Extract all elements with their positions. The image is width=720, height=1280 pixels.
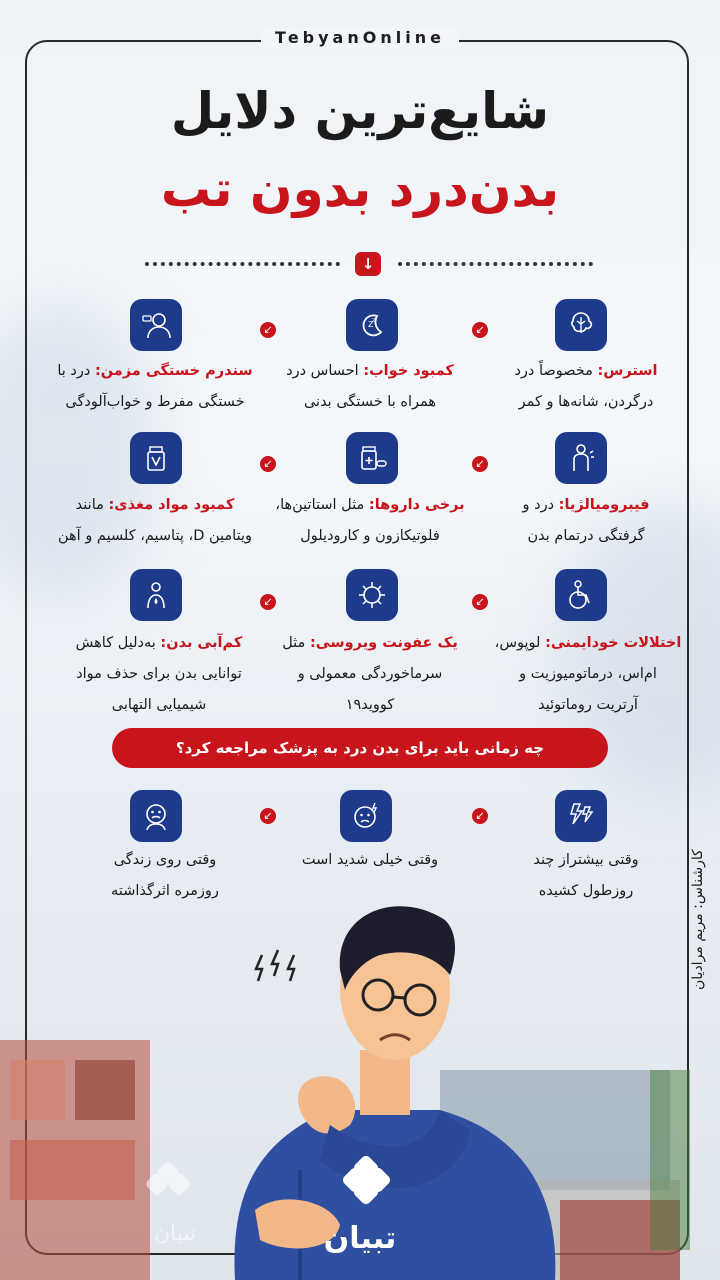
sad-face-icon	[130, 790, 182, 842]
wheelchair-icon	[555, 569, 607, 621]
divider-right	[398, 262, 593, 266]
virus-icon	[346, 569, 398, 621]
headache-face-icon	[340, 790, 392, 842]
doctor-question-banner: چه زمانی باید برای بدن درد به پزشک مراجعه کرد؟	[112, 728, 608, 768]
cause-nutrient-deficiency: کمبود مواد مغذی: مانند ویتامین D، پتاسیم، کلسیم و آهن	[58, 497, 252, 544]
arrow-icon: ↙	[472, 456, 488, 472]
arrow-icon: ↙	[260, 808, 276, 824]
arrow-icon: ↙	[472, 808, 488, 824]
svg-text:Z: Z	[368, 320, 374, 329]
tebyan-watermark-text: تبیان	[153, 1221, 197, 1246]
man-in-pain-illustration	[0, 880, 720, 1280]
dehydration-person-icon	[130, 569, 182, 621]
cause-viral-infection: یک عفونت ویروسی: مثل سرماخوردگی معمولی و کووید۱۹	[282, 635, 458, 713]
supplement-jar-icon	[130, 432, 182, 484]
tebyan-logo-text: تبیان	[323, 1221, 397, 1256]
brand-header	[0, 28, 720, 47]
stress-brain-icon	[555, 299, 607, 351]
arrow-icon: ↙	[260, 594, 276, 610]
arrow-icon: ↙	[260, 456, 276, 472]
cause-dehydration: کم‌آبی بدن: به‌دلیل کاهش توانایی بدن برای حذف مواد شیمیایی التهابی	[75, 635, 243, 713]
cause-chronic-fatigue: سندرم خستگی مزمن: درد با خستگی مفرط و خواب‌آلودگی	[57, 363, 253, 410]
arrow-icon: ↙	[472, 322, 488, 338]
when-severe: وقتی خیلی شدید است	[301, 852, 439, 868]
when-affects-life: وقتی روی زندگی روزمره اثرگذاشته	[111, 852, 219, 899]
cause-sleep: کمبود خواب: احساس درد همراه با خستگی بدنی	[286, 363, 454, 410]
arrow-icon: ↙	[260, 322, 276, 338]
arrow-icon: ↙	[472, 594, 488, 610]
svg-text:z: z	[372, 317, 376, 324]
cause-fibromyalgia: فیبرومیالژیا: درد و گرفتگی درتمام بدن	[522, 497, 650, 544]
cause-medications: برخی داروها: مثل استاتین‌ها، فلوتیکازون و کارودیلول	[275, 497, 465, 544]
page-subtitle: بدن‌درد بدون تب	[160, 160, 560, 218]
pills-bottle-icon	[346, 432, 398, 484]
cause-stress: استرس: مخصوصاً درد درگردن، شانه‌ها و کمر	[514, 363, 658, 410]
lightning-pain-icon	[555, 790, 607, 842]
cause-autoimmune: اختلالات خودایمنی: لوپوس، ام‌اس، درماتومیوزیت و آرتریت روماتوئید	[494, 635, 682, 713]
page-title: شایع‌ترین دلایل	[170, 82, 550, 140]
brand-name: TebyanOnline	[261, 28, 459, 47]
sleep-moon-icon	[346, 299, 398, 351]
body-pain-icon	[555, 432, 607, 484]
when-long-duration: وقتی بیشتراز چند روزطول کشیده	[533, 852, 639, 899]
author-credit: کارشناس: مریم مرادیان	[690, 849, 706, 990]
arrow-down-icon: ↓	[355, 252, 381, 276]
divider-left	[145, 262, 340, 266]
tired-person-icon	[130, 299, 182, 351]
tebyan-watermark-logo	[144, 1160, 191, 1196]
